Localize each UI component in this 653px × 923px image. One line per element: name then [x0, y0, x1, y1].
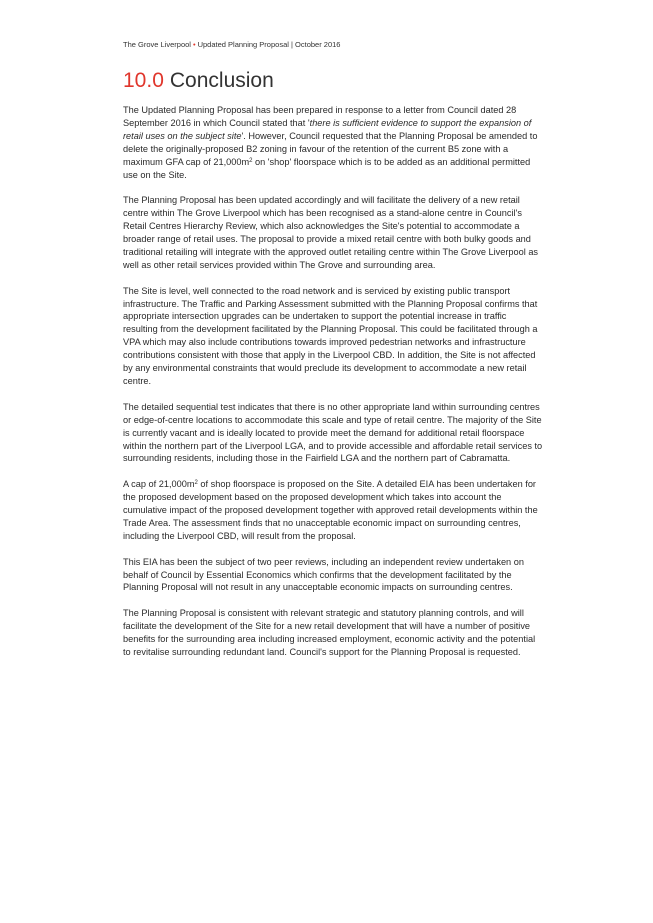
paragraph-6: This EIA has been the subject of two peer reviews, including an independent review undertaken on behalf of Council by Essential Economics which confirms that the development facilitated by the Planning Proposal will not result in any unacceptable economic impacts on surrounding centres. [123, 556, 524, 593]
council-quote: there is sufficient evidence to support the expansion of retail uses on the subject site [123, 117, 532, 141]
paragraph-5-text-b: of shop floorspace is proposed on the Site. A detailed EIA has been undertaken for the proposed development based on the proposed development which takes into account the cumulative impact of the proposed development together with approved retail developments within the Trade Area. The assessment finds that no unacceptable economic impact on surrounding centres, including the Liverpool CBD, will result from the proposal. [123, 479, 538, 541]
header-separator-dot: • [192, 40, 196, 49]
paragraph-1-text-a: The Updated Planning Proposal has been prepared in response to a letter from Council dated 28 September 2016 in which Council stated that ' [123, 105, 517, 128]
paragraph-1-text-b: '. However, Council requested that the Planning Proposal be amended to delete the originally-proposed B2 zoning in favour of the retention of the current B5 zone with a maximum GFA cap of 21,000m [123, 130, 538, 167]
paragraph-1 [123, 104, 543, 181]
running-header [123, 40, 543, 50]
superscript-squared: 2 [249, 157, 253, 164]
section-heading [123, 68, 543, 94]
superscript-squared: 2 [194, 480, 198, 487]
paragraph-3: The Site is level, well connected to the road network and is serviced by existing public transport infrastructure. The Traffic and Parking Assessment submitted with the Planning Proposal confirms that appropriate intersection upgrades can be undertaken to support the potential increase in traffic resulting from the development facilitated by the Planning Proposal. This could be facilitated through a VPA which may also include contributions towards improved pedestrian networks and infrastructure contributions consistent with those that apply in the Liverpool CBD. In addition, the Site is not affected by any environmental constraints that would preclude its development to accommodate a new retail centre. [123, 285, 538, 386]
paragraph-5 [123, 478, 543, 543]
header-document: Updated Planning Proposal | October 2016 [197, 40, 341, 49]
paragraph-4: The detailed sequential test indicates that there is no other appropriate land within surrounding centres or edge-of-centre locations to accommodate this scale and type of retail centre. The majority of the Site is currently vacant and is ideally located to provide meet the demand for additional retail floorspace within the northern part of the Liverpool LGA, and to provide accessible and affordable retail services to surrounding residents, including those in the Fairfield LGA and the northern part of Cabramatta. [123, 401, 543, 464]
paragraph-2: The Planning Proposal has been updated accordingly and will facilitate the delivery of a new retail centre within The Grove Liverpool which has been recognised as a stand-alone centre in Council's Retail Centres Hierarchy Review, which also acknowledges the Site's potential to accommodate a broader range of retail uses. The proposal to provide a mixed retail centre with both bulky goods and traditional retailing will integrate with the approved outlet retailing centre within The Grove Liverpool as well as other retail services provided within The Grove and surrounding area. [123, 195, 539, 270]
section-title: Conclusion [169, 69, 274, 92]
header-project: The Grove Liverpool [123, 40, 191, 49]
document-page [123, 40, 543, 672]
paragraph-7: The Planning Proposal is consistent with relevant strategic and statutory planning controls, and will facilitate the development of the Site for a new retail development that will have a number of positive benefits for the surrounding area including increased employment, economic activity and the potential to revitalise surrounding redundant land. Council's support for the Planning Proposal is requested. [123, 608, 536, 657]
body-text [123, 104, 543, 659]
paragraph-1-text-c: on 'shop' floorspace which is to be added as an additional permitted use on the Site. [123, 156, 531, 180]
section-number: 10.0 [123, 69, 164, 92]
paragraph-5-text-a: A cap of 21,000m [123, 479, 195, 490]
